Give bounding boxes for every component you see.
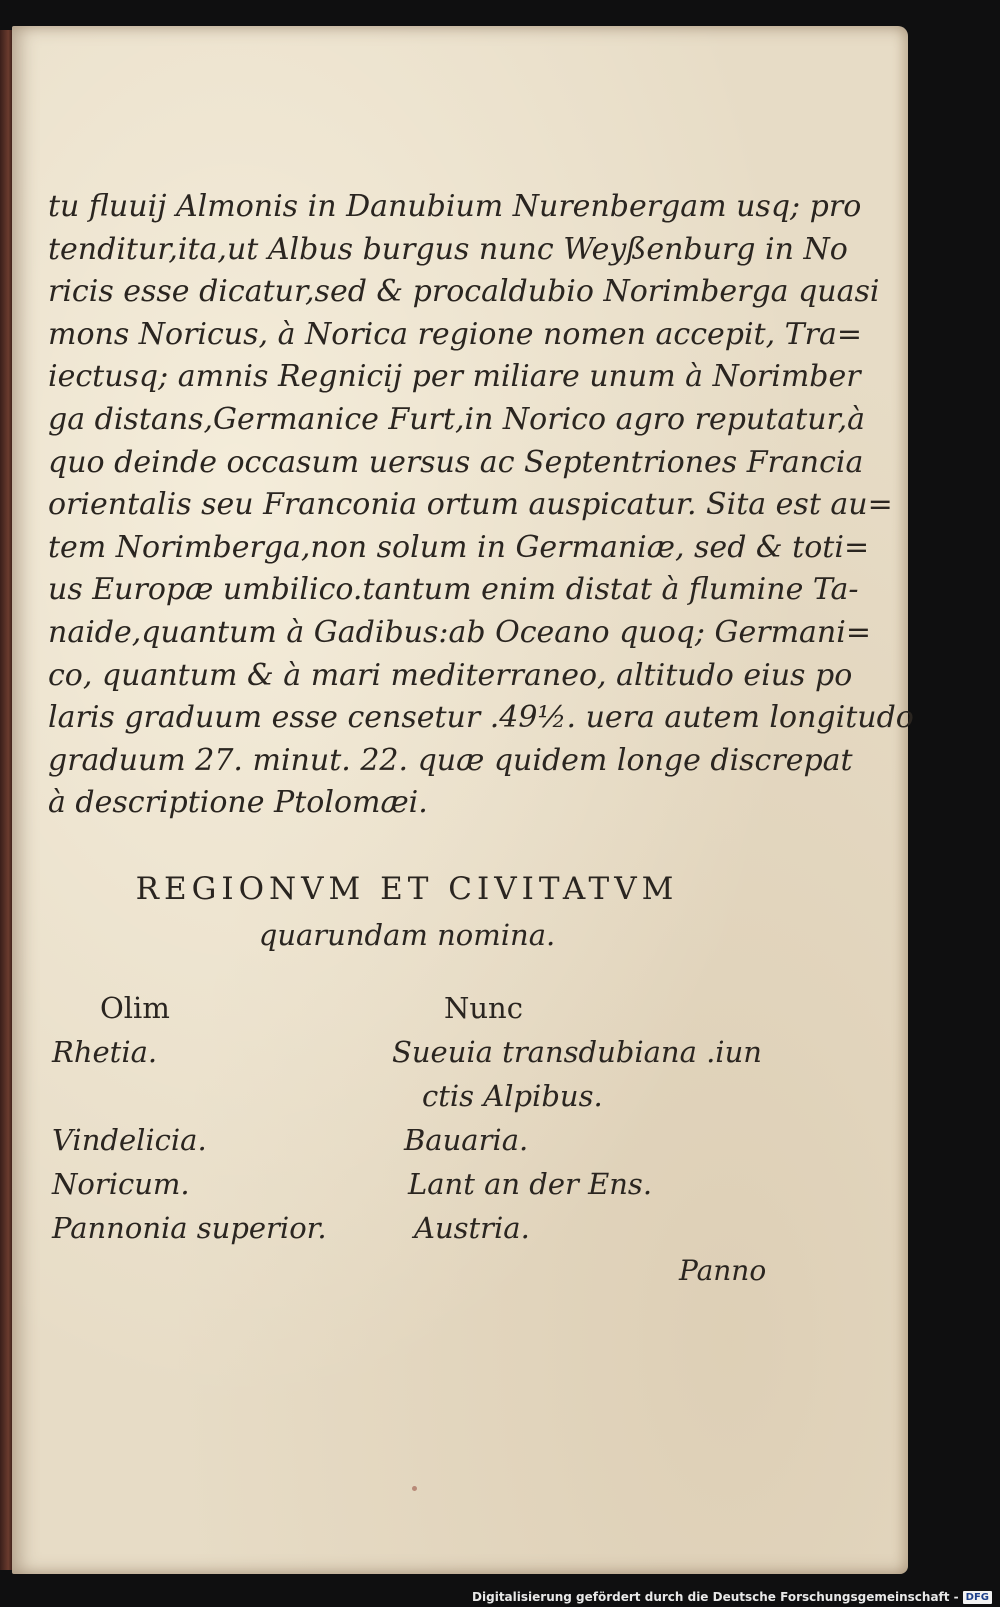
column-header-olim: Olim <box>100 991 170 1025</box>
table-row <box>52 1123 772 1167</box>
body-text <box>48 186 914 825</box>
text-line: us Europæ umbilico.tantum enim distat à flumine Ta- <box>48 572 859 608</box>
text-line: graduum 27. minut. 22. quæ quidem longe discrepat <box>48 742 853 778</box>
text-line: mons Noricus, à Norica regione nomen accepit, Tra= <box>48 316 863 352</box>
text-line: ga distans,Germanice Furt,in Norico agro reputatur,à <box>48 401 866 437</box>
table-row <box>52 1167 772 1211</box>
old-name: Pannonia superior. <box>52 1211 327 1245</box>
new-name: Austria. <box>414 1211 530 1245</box>
text-line: ricis esse dicatur,sed & procaldubio Norimberga quasi <box>48 274 880 310</box>
old-name: Noricum. <box>52 1167 190 1201</box>
digitization-credit <box>472 1590 992 1604</box>
old-name: Rhetia. <box>52 1035 158 1069</box>
text-line: à descriptione Ptolomæi. <box>48 785 428 821</box>
text-line: orientalis seu Franconia ortum auspicatur. Sita est au= <box>48 487 893 523</box>
table-header-row <box>52 991 772 1035</box>
table-row <box>52 1211 772 1255</box>
old-name: Vindelicia. <box>52 1123 207 1157</box>
heading-subtitle: quarundam nomina. <box>258 918 556 952</box>
dfg-logo-icon: DFG <box>963 1591 992 1604</box>
book-page <box>12 26 914 1574</box>
new-name: Sueuia transdubiana .iun <box>392 1035 762 1069</box>
new-name: Bauaria. <box>404 1123 529 1157</box>
section-heading <box>102 866 712 958</box>
column-header-nunc: Nunc <box>444 991 523 1025</box>
text-line: tu fluuij Almonis in Danubium Nurenbergam usq; pro <box>48 189 862 224</box>
table-row <box>52 1079 772 1123</box>
names-table <box>52 991 772 1255</box>
text-line: laris graduum esse censetur .49½. uera autem longitudo <box>48 700 914 736</box>
text-line: iectusq; amnis Regnicij per miliare unum à Norimber <box>48 359 861 395</box>
text-line: quo deinde occasum uersus ac Septentriones Francia <box>48 444 864 480</box>
table-row <box>52 1035 772 1079</box>
paper-speck <box>412 1486 417 1491</box>
text-line: tem Norimberga,non solum in Germaniæ, sed & toti= <box>48 529 870 565</box>
new-name: ctis Alpibus. <box>422 1079 603 1113</box>
new-name: Lant an der Ens. <box>408 1167 653 1201</box>
text-line: tenditur,ita,ut Albus burgus nunc Weyßenburg in No <box>48 231 848 267</box>
heading-caps: REGIONVM ET CIVITATVM <box>135 871 679 907</box>
text-line: co, quantum & à mari mediterraneo, altitudo eius po <box>48 657 853 693</box>
catchword: Panno <box>679 1254 767 1287</box>
credit-text: Digitalisierung gefördert durch die Deutsche Forschungsgemeinschaft - <box>472 1590 959 1604</box>
text-line: naide,quantum à Gadibus:ab Oceano quoq; Germani= <box>48 614 871 650</box>
